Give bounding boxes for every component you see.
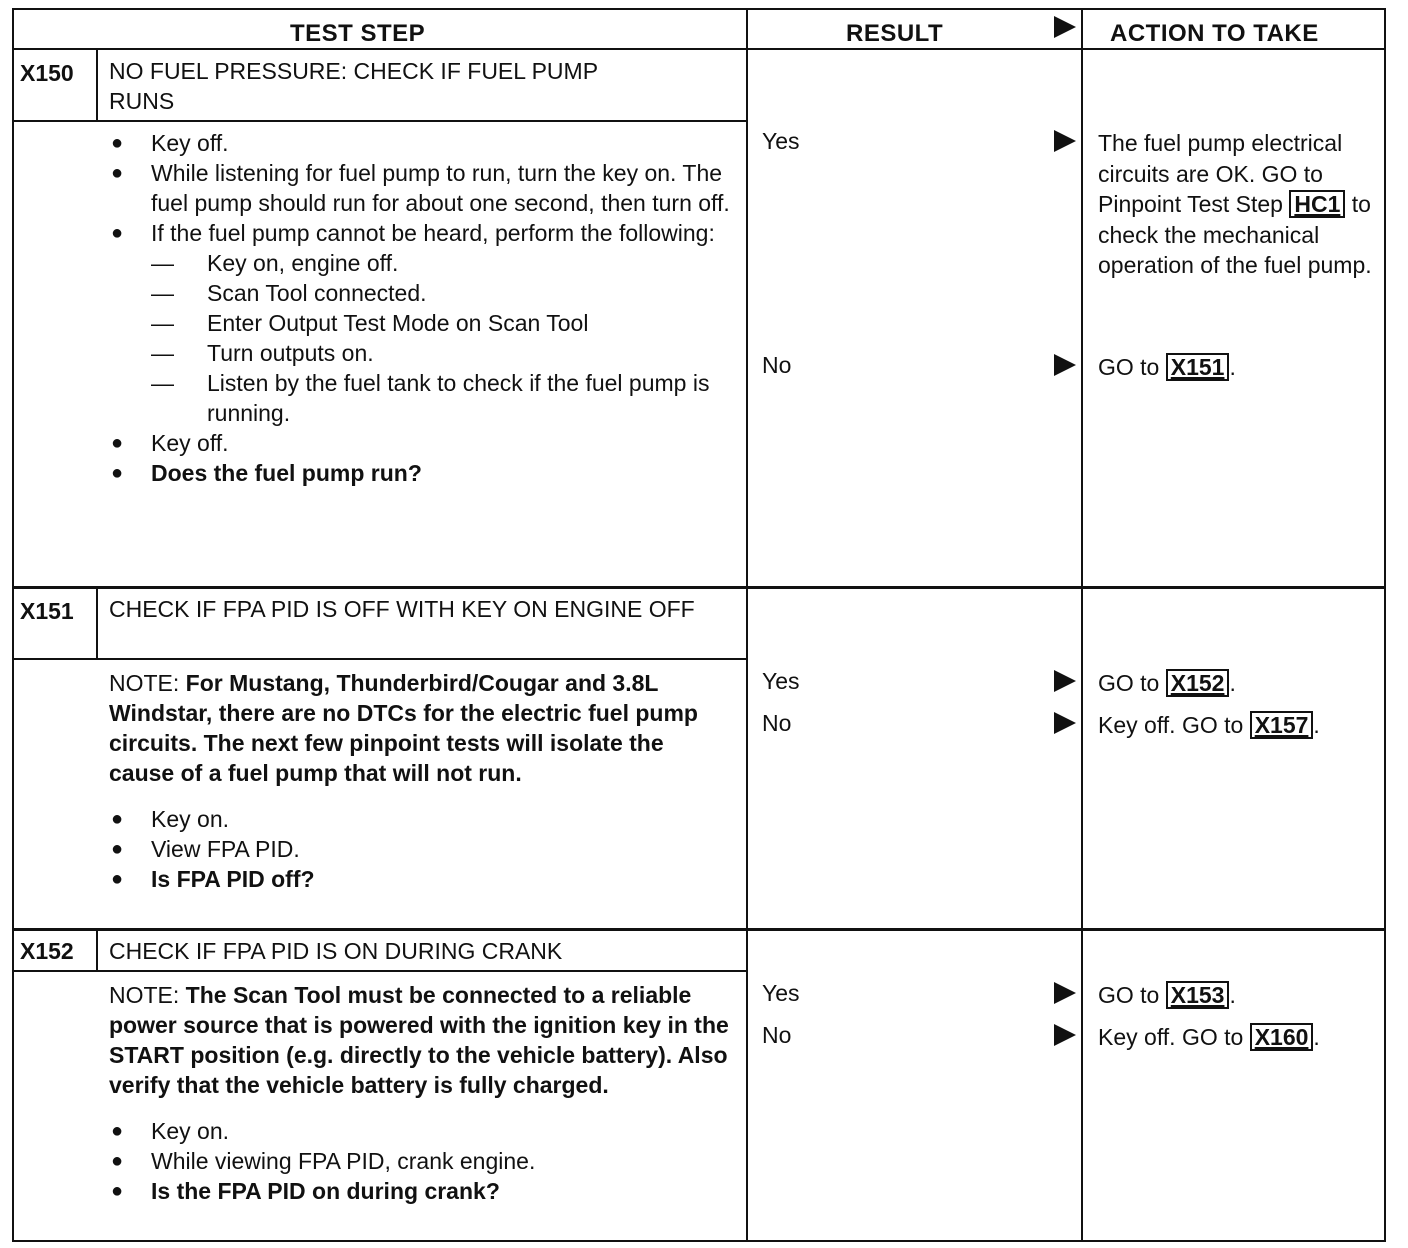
x152-top-border <box>12 928 1386 931</box>
test-step-result-divider <box>746 8 748 1242</box>
action-yes-x150 <box>1098 128 1380 281</box>
action-text: to check the mechanical operation of the fuel pump. <box>1098 191 1372 278</box>
note-label: NOTE: <box>109 982 180 1008</box>
step-ref-hc1[interactable]: HC1 <box>1289 190 1345 218</box>
step-note <box>109 980 729 1100</box>
diagnostic-table <box>12 8 1386 1242</box>
result-no-x152: No <box>762 1022 792 1048</box>
action-no-x152 <box>1098 1022 1388 1053</box>
step-id-divider-x150 <box>96 48 98 120</box>
action-yes-x151 <box>1098 668 1380 699</box>
step-id-divider-x152 <box>96 928 98 970</box>
step-id-x151: X151 <box>20 598 74 624</box>
header-action-to-take: ACTION TO TAKE <box>1110 20 1319 47</box>
action-text: GO to <box>1098 354 1166 380</box>
sub-instruction-item: — Scan Tool connected. <box>151 278 739 308</box>
arrow-icon <box>1054 130 1076 152</box>
arrow-icon <box>1054 1024 1076 1046</box>
instruction-item: ● Key on. <box>109 804 739 834</box>
instruction-item: ● Key on. <box>109 1116 739 1146</box>
sub-instruction-list <box>151 248 739 428</box>
instruction-item: ● While viewing FPA PID, crank engine. <box>109 1146 739 1176</box>
action-yes-x152 <box>1098 980 1380 1011</box>
x151-top-border <box>12 586 1386 589</box>
result-no-x151: No <box>762 710 792 736</box>
step-id-x152: X152 <box>20 938 74 964</box>
table-bottom-border <box>12 1240 1386 1242</box>
step-id-divider-x151 <box>96 586 98 658</box>
step-note <box>109 668 709 788</box>
note-label: NOTE: <box>109 670 180 696</box>
step-ref-x153[interactable]: X153 <box>1166 981 1230 1009</box>
table-right-border <box>1384 8 1386 1242</box>
step-ref-x157[interactable]: X157 <box>1250 711 1314 739</box>
instruction-item-text: If the fuel pump cannot be heard, perform the following: <box>151 220 715 246</box>
step-question: ● Is the FPA PID on during crank? <box>109 1176 739 1206</box>
step-title-x150: NO FUEL PRESSURE: CHECK IF FUEL PUMP RUNS <box>109 58 598 114</box>
action-text: The fuel pump electrical circuits are OK. GO to Pinpoint Test Step <box>1098 130 1343 217</box>
arrow-icon <box>1054 982 1076 1004</box>
action-text: . <box>1229 670 1236 696</box>
arrow-icon <box>1054 354 1076 376</box>
sub-instruction-item: — Listen by the fuel tank to check if the fuel pump is running. <box>151 368 739 428</box>
sub-instruction-item: — Turn outputs on. <box>151 338 739 368</box>
header-result: RESULT <box>846 20 944 47</box>
step-question: ● Is FPA PID off? <box>109 864 739 894</box>
step-question: ● Does the fuel pump run? <box>109 458 739 488</box>
table-top-border <box>12 8 1386 10</box>
instruction-item: ● While listening for fuel pump to run, turn the key on. The fuel pump should run for about one second, then turn off. <box>109 158 739 218</box>
instruction-item: ● Key off. <box>109 428 739 458</box>
step-body-x151 <box>109 668 739 894</box>
action-text: . <box>1313 712 1320 738</box>
action-text: GO to <box>1098 982 1166 1008</box>
step-id-x150: X150 <box>20 60 74 86</box>
header-test-step: TEST STEP <box>290 20 426 47</box>
step-title-x152: CHECK IF FPA PID IS ON DURING CRANK <box>109 938 563 964</box>
action-no-x150 <box>1098 352 1380 383</box>
step-ref-x152[interactable]: X152 <box>1166 669 1230 697</box>
note-text: For Mustang, Thunderbird/Cougar and 3.8L Windstar, there are no DTCs for the electric fuel pump circuits. The next few pinpoint tests will isolate the cause of a fuel pump that will not run. <box>109 670 698 786</box>
x151-title-rule <box>12 658 748 660</box>
note-text: The Scan Tool must be connected to a reliable power source that is powered with the ignition key in the START position (e.g. directly to the vehicle battery). Also verify that the vehicle battery is fully charged. <box>109 982 729 1098</box>
step-title-x151: CHECK IF FPA PID IS OFF WITH KEY ON ENGINE OFF <box>109 596 695 622</box>
step-body-x152 <box>109 980 739 1206</box>
result-yes-x150: Yes <box>762 128 800 154</box>
sub-instruction-item: — Key on, engine off. <box>151 248 739 278</box>
x152-title-rule <box>12 970 748 972</box>
arrow-icon <box>1054 670 1076 692</box>
result-yes-x152: Yes <box>762 980 800 1006</box>
action-no-x151 <box>1098 710 1388 741</box>
action-text: GO to <box>1098 670 1166 696</box>
step-body-x150 <box>109 128 739 488</box>
result-yes-x151: Yes <box>762 668 800 694</box>
sub-instruction-item: — Enter Output Test Mode on Scan Tool <box>151 308 739 338</box>
action-text: . <box>1313 1024 1320 1050</box>
result-no-x150: No <box>762 352 792 378</box>
x150-title-rule <box>12 120 748 122</box>
arrow-icon <box>1054 712 1076 734</box>
action-text: . <box>1229 354 1236 380</box>
instruction-item: ● Key off. <box>109 128 739 158</box>
action-text: Key off. GO to <box>1098 1024 1250 1050</box>
instruction-item <box>109 218 739 428</box>
action-text: Key off. GO to <box>1098 712 1250 738</box>
step-ref-x151[interactable]: X151 <box>1166 353 1230 381</box>
table-left-border <box>12 8 14 1242</box>
instruction-item: ● View FPA PID. <box>109 834 739 864</box>
action-text: . <box>1229 982 1236 1008</box>
step-ref-x160[interactable]: X160 <box>1250 1023 1314 1051</box>
result-action-divider <box>1081 8 1083 1242</box>
header-bottom-border <box>12 48 1386 50</box>
header-arrow-icon <box>1054 16 1076 38</box>
